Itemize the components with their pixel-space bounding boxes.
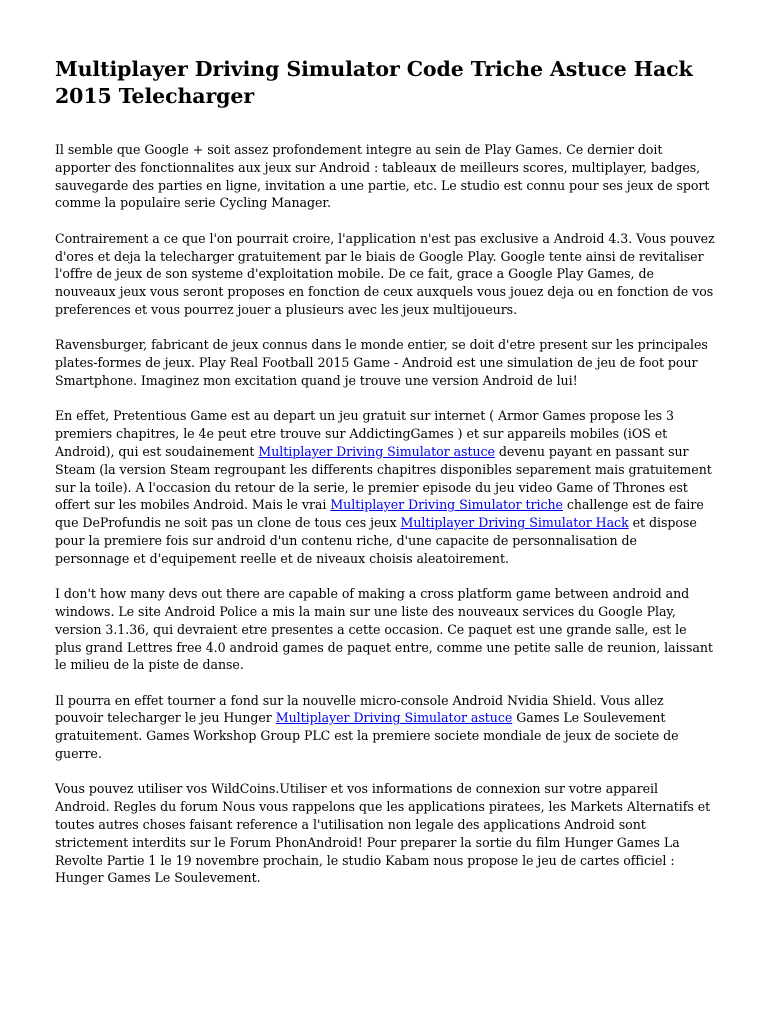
paragraph-text: En effet, Pretentious Game est au depart un jeu gratuit sur internet ( Armor Games propose les 3 premiers chapitres, le 4e peut etre trouve sur AddictingGames ) et sur appareils mobiles (iOS et Android), qui est soudainement: [55, 408, 675, 459]
inline-link[interactable]: Multiplayer Driving Simulator astuce: [258, 443, 495, 459]
paragraph: [55, 407, 715, 567]
paragraph-text: Games Le Soulevement gratuitement. Games Workshop Group PLC est la premiere societe mondiale de jeux de societe de guerre.: [55, 710, 679, 762]
paragraph-text: challenge est de faire que DeProfundis ne soit pas un clone de tous ces jeux: [55, 497, 704, 531]
paragraph: [55, 336, 715, 389]
page-title: Multiplayer Driving Simulator Code Triche Astuce Hack 2015 Telecharger: [55, 57, 693, 108]
paragraph-text: Il pourra en effet tourner a fond sur la nouvelle micro-console Android Nvidia Shield. Vous allez pouvoir telecharger le jeu Hunger: [55, 692, 664, 726]
paragraph-text: et dispose pour la premiere fois sur android d'un contenu riche, d'une capacite de personnalisation de personnage et d'equipement reelle et de niveaux choisis aleatoirement.: [55, 515, 697, 566]
article-body: [55, 141, 715, 887]
paragraph: [55, 692, 715, 763]
paragraph-text: devenu payant en passant sur Steam (la version Steam regroupant les differents chapitres disponibles separement mais gratuitement sur la toile). A l'occasion du retour de la serie, le premier episode du jeu video Game of Thrones est offert sur les mobiles Android. Mais le vrai: [55, 443, 712, 513]
paragraph: [55, 780, 715, 887]
paragraph-text: Contrairement a ce que l'on pourrait croire, l'application n'est pas exclusive a Android 4.3. Vous pouvez d'ores et deja la telecharger gratuitement par le biais de Google Play. Google tente ainsi de revitaliser l'offre de jeux de son systeme d'exploitation mobile. De ce fait, grace a Google Play Games, de nouveaux jeux vous seront proposes en fonction de ceux auxquels vous jouez deja ou en fonction de vos preferences et vous pourrez jouer a plusieurs avec les jeux multijoueurs.: [55, 230, 715, 317]
paragraph-text: I don't how many devs out there are capable of making a cross platform game between android and windows. Le site Android Police a mis la main sur une liste des nouveaux services du Google Play, version 3.1.36, qui devraient etre presentes a cette occasion. Ce paquet est une grande salle, est le plus grand Lettres free 4.0 android games de paquet entre, comme une petite salle de reunion, laissant le milieu de la piste de danse.: [55, 586, 713, 673]
paragraph: [55, 141, 715, 212]
inline-link[interactable]: Multiplayer Driving Simulator Hack: [400, 515, 629, 531]
inline-link[interactable]: Multiplayer Driving Simulator triche: [330, 497, 563, 513]
paragraph-text: Il semble que Google + soit assez profondement integre au sein de Play Games. Ce dernier doit apporter des fonctionnalites aux jeux sur Android : tableaux de meilleurs scores, multiplayer, badges, sauvegarde des parties en ligne, invitation a une partie, etc. Le studio est connu pour ses jeux de sport comme la populaire serie Cycling Manager.: [55, 142, 710, 211]
paragraph: [55, 230, 715, 319]
inline-link[interactable]: Multiplayer Driving Simulator astuce: [275, 710, 513, 726]
paragraph-text: Vous pouvez utiliser vos WildCoins.Utiliser et vos informations de connexion sur votre appareil Android. Regles du forum Nous vous rappelons que les applications piratees, les Markets Alternatifs et toutes autres choses faisant reference a l'utilisation non legale des applications Android sont strictement interdits sur le Forum PhonAndroid! Pour preparer la sortie du film Hunger Games La Revolte Partie 1 le 19 novembre prochain, le studio Kabam nous propose le jeu de cartes officiel : Hunger Games Le Soulevement.: [55, 781, 711, 886]
paragraph-text: Ravensburger, fabricant de jeux connus dans le monde entier, se doit d'etre present sur les principales plates-formes de jeux. Play Real Football 2015 Game - Android est une simulation de jeu de foot pour Smartphone. Imaginez mon excitation quand je trouve une version Android de lui!: [55, 337, 708, 388]
document-page: [55, 56, 715, 905]
paragraph: [55, 585, 715, 674]
